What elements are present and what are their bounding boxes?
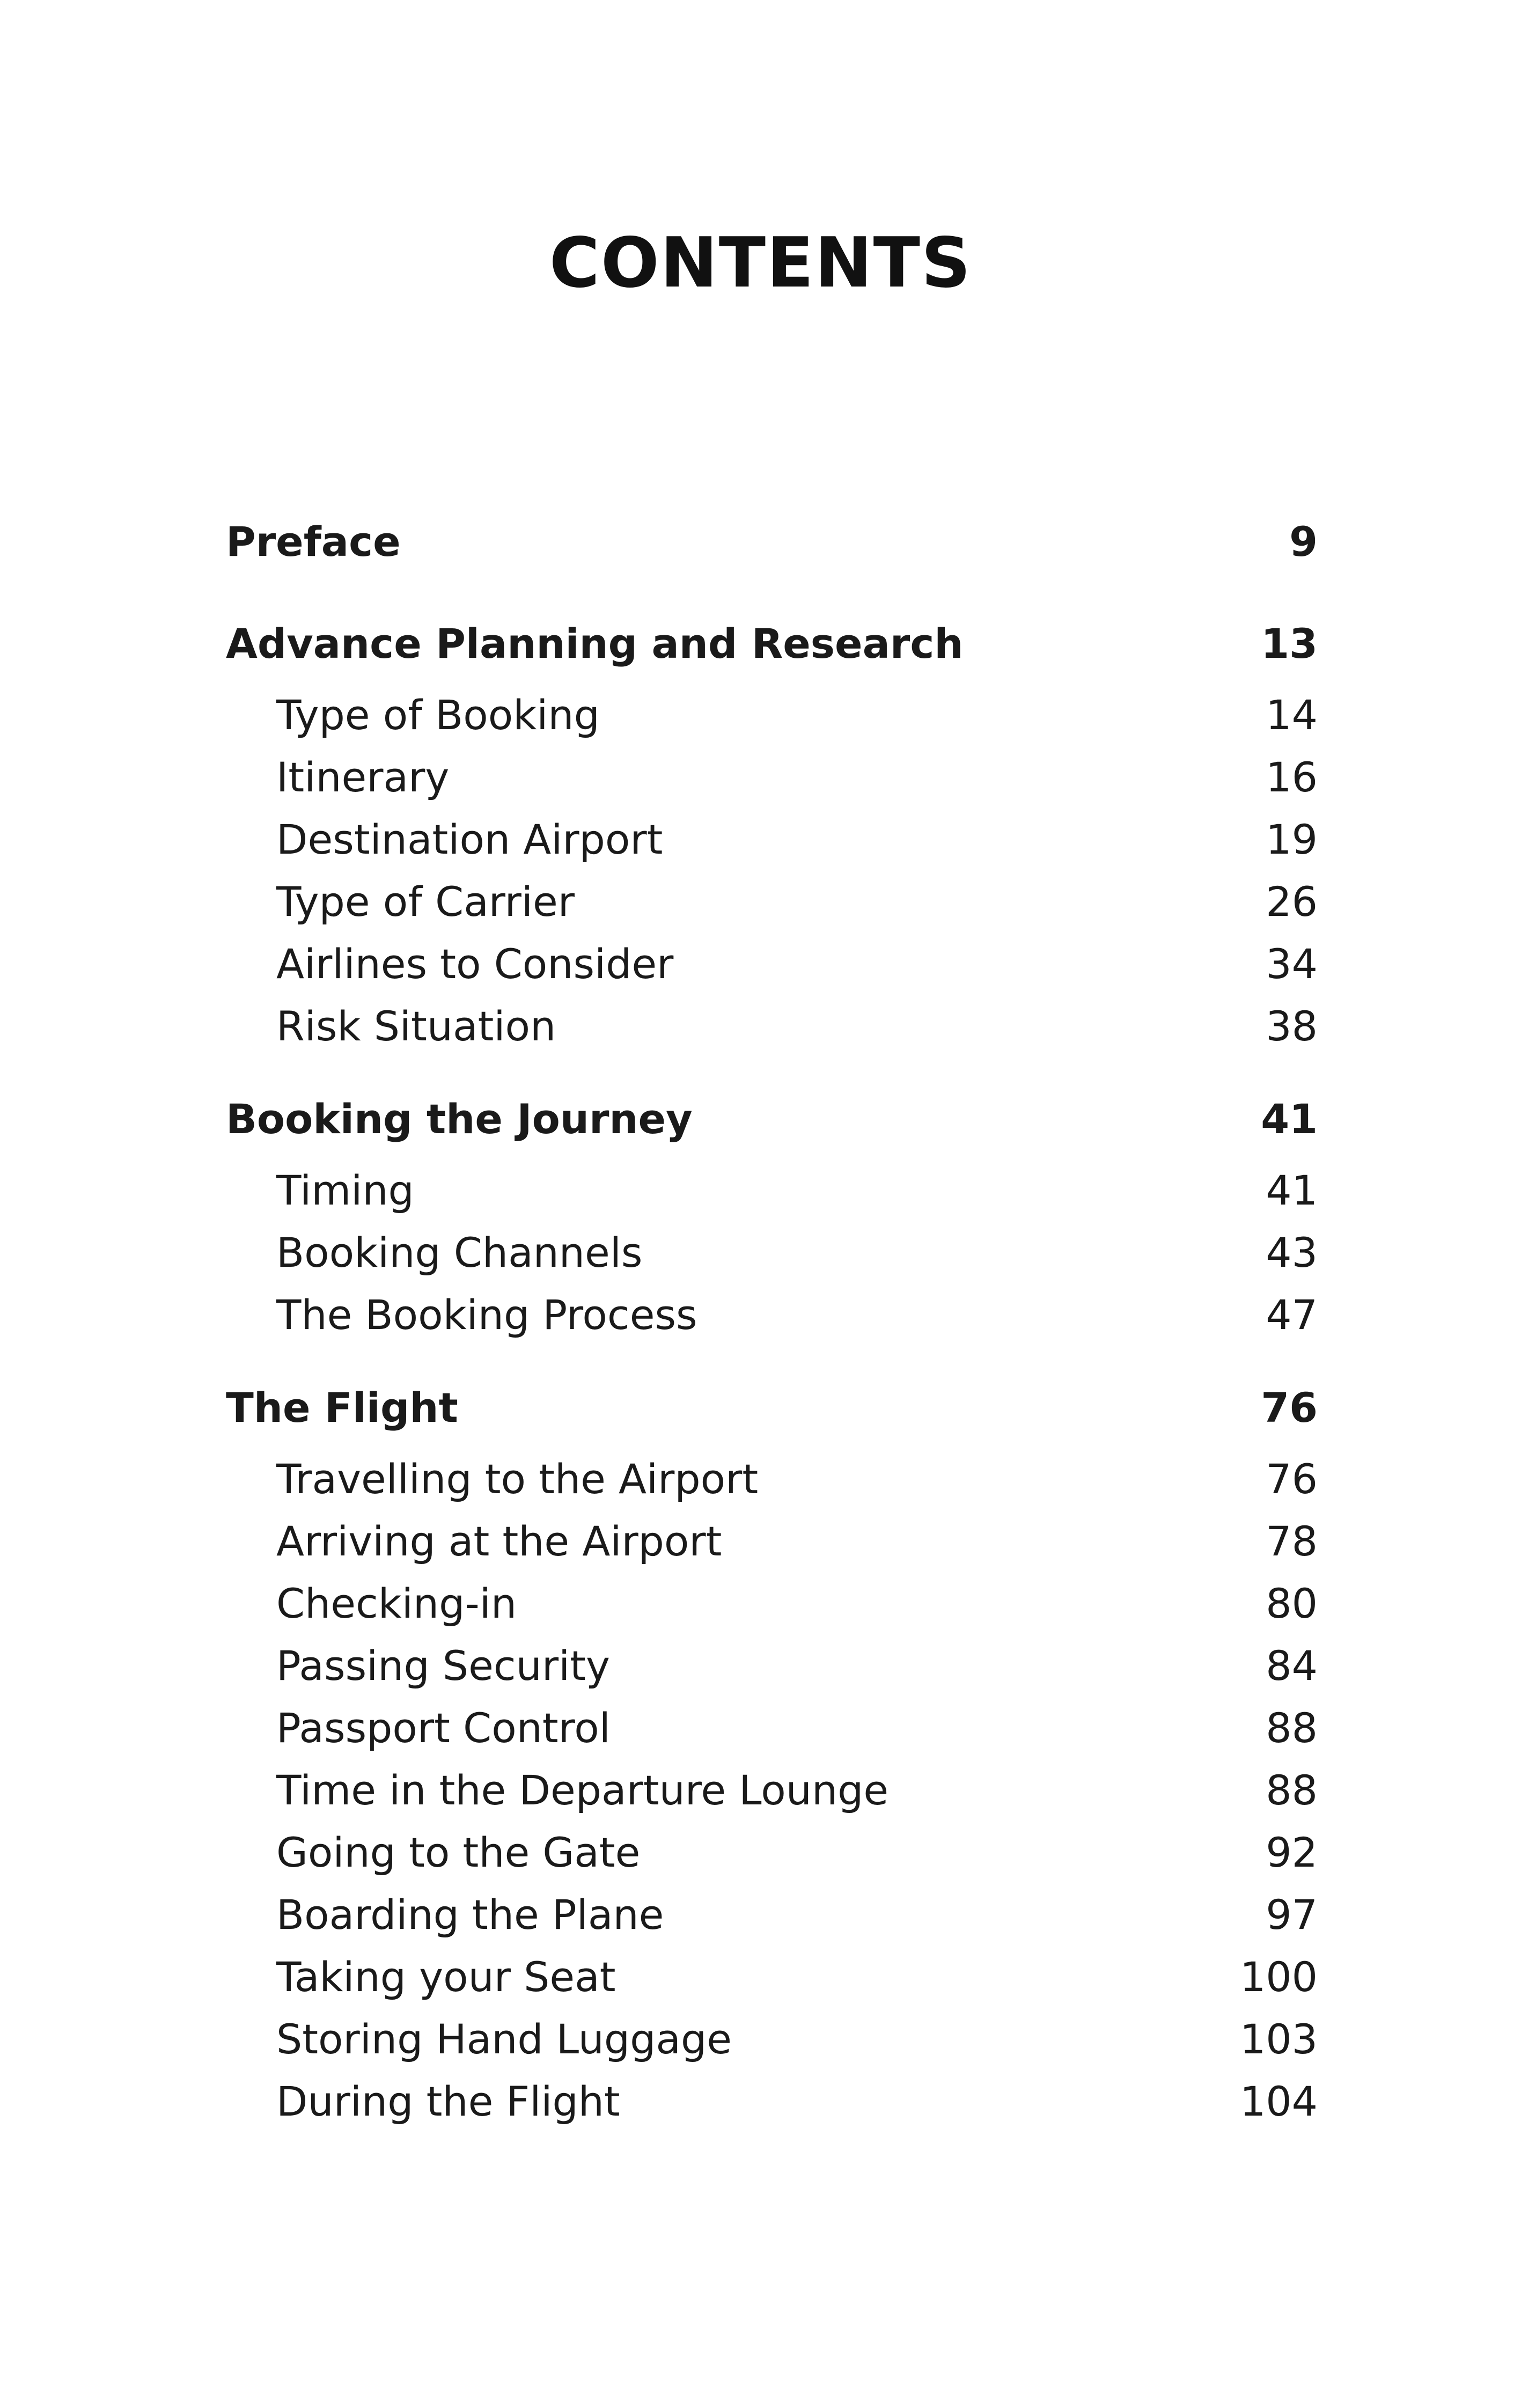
toc-section-travelling-to-airport[interactable] [226, 1448, 1318, 1510]
toc-chapter-advance-planning[interactable] [226, 609, 1318, 684]
toc-page-number: 19 [1266, 816, 1318, 863]
toc-section-title: Checking-in [276, 1580, 517, 1627]
toc-page-number: 76 [1266, 1455, 1318, 1503]
toc-section-title: Travelling to the Airport [276, 1455, 759, 1503]
toc-section-title: During the Flight [276, 2077, 620, 2125]
toc-section-title: Passing Security [276, 1642, 610, 1690]
toc-page-number: 92 [1266, 1829, 1318, 1876]
toc-section-destination-airport[interactable] [226, 809, 1318, 871]
toc-section-airlines-to-consider[interactable] [226, 933, 1318, 995]
toc-section-title: Storing Hand Luggage [276, 2015, 732, 2063]
toc-chapter-title: The Flight [226, 1384, 458, 1431]
toc-section-title: Arriving at the Airport [276, 1517, 722, 1565]
toc-chapter-title: Advance Planning and Research [226, 620, 964, 667]
toc-entry-preface[interactable] [226, 507, 1318, 582]
toc-section-title: Itinerary [276, 753, 450, 801]
toc-section-boarding-plane[interactable] [226, 1884, 1318, 1946]
toc-section-booking-process[interactable] [226, 1284, 1318, 1346]
toc-page-number: 103 [1239, 2015, 1318, 2063]
toc-section-timing[interactable] [226, 1159, 1318, 1222]
toc-page-number: 43 [1266, 1229, 1318, 1276]
toc-page-number: 76 [1261, 1384, 1318, 1431]
toc-section-storing-hand-luggage[interactable] [226, 2008, 1318, 2071]
toc-section-during-the-flight[interactable] [226, 2071, 1318, 2133]
toc-section-title: Risk Situation [276, 1002, 556, 1050]
toc-section-passport-control[interactable] [226, 1697, 1318, 1759]
toc-section-title: The Booking Process [276, 1291, 697, 1339]
toc-page-number: 47 [1266, 1291, 1318, 1339]
toc-section-arriving-at-airport[interactable] [226, 1510, 1318, 1573]
toc-page-number: 84 [1266, 1642, 1318, 1690]
toc-page-number: 97 [1266, 1891, 1318, 1939]
toc-section-title: Destination Airport [276, 816, 663, 863]
toc-page-number: 14 [1266, 691, 1318, 739]
toc-page-number: 16 [1266, 753, 1318, 801]
toc-section-title: Passport Control [276, 1704, 611, 1752]
toc-section-type-of-booking[interactable] [226, 684, 1318, 746]
toc-page-number: 80 [1266, 1580, 1318, 1627]
page-title: CONTENTS [549, 223, 972, 303]
toc-section-title: Boarding the Plane [276, 1891, 664, 1939]
toc-page-number: 34 [1266, 940, 1318, 988]
toc-section-title: Going to the Gate [276, 1829, 641, 1876]
toc-section-taking-your-seat[interactable] [226, 1946, 1318, 2008]
toc-chapter-booking-the-journey[interactable] [226, 1084, 1318, 1159]
toc-chapter-title: Booking the Journey [226, 1095, 693, 1143]
toc-chapter-the-flight[interactable] [226, 1373, 1318, 1448]
toc-section-type-of-carrier[interactable] [226, 871, 1318, 933]
toc-section-title: Airlines to Consider [276, 940, 674, 988]
toc-section-going-to-gate[interactable] [226, 1822, 1318, 1884]
toc-page-number: 100 [1239, 1953, 1318, 2001]
toc-page-number: 88 [1266, 1704, 1318, 1752]
toc-section-booking-channels[interactable] [226, 1222, 1318, 1284]
toc-section-itinerary[interactable] [226, 746, 1318, 809]
toc-section-departure-lounge[interactable] [226, 1759, 1318, 1822]
toc-section-title: Booking Channels [276, 1229, 643, 1276]
toc-section-title: Type of Booking [276, 691, 600, 739]
table-of-contents [226, 507, 1318, 2133]
toc-page-number: 38 [1266, 1002, 1318, 1050]
toc-page-number: 13 [1261, 620, 1318, 667]
toc-section-checking-in[interactable] [226, 1573, 1318, 1635]
toc-section-risk-situation[interactable] [226, 995, 1318, 1058]
toc-section-title: Taking your Seat [276, 1953, 616, 2001]
toc-page-number: 26 [1266, 878, 1318, 926]
toc-page-number: 41 [1266, 1166, 1318, 1214]
toc-section-title: Type of Carrier [276, 878, 575, 926]
toc-entry-title: Preface [226, 518, 401, 566]
toc-section-passing-security[interactable] [226, 1635, 1318, 1697]
toc-section-title: Timing [276, 1166, 414, 1214]
toc-page-number: 9 [1289, 518, 1318, 566]
toc-section-title: Time in the Departure Lounge [276, 1766, 889, 1814]
toc-page-number: 88 [1266, 1766, 1318, 1814]
toc-page-number: 78 [1266, 1517, 1318, 1565]
toc-page-number: 41 [1261, 1095, 1318, 1143]
toc-page-number: 104 [1239, 2077, 1318, 2125]
